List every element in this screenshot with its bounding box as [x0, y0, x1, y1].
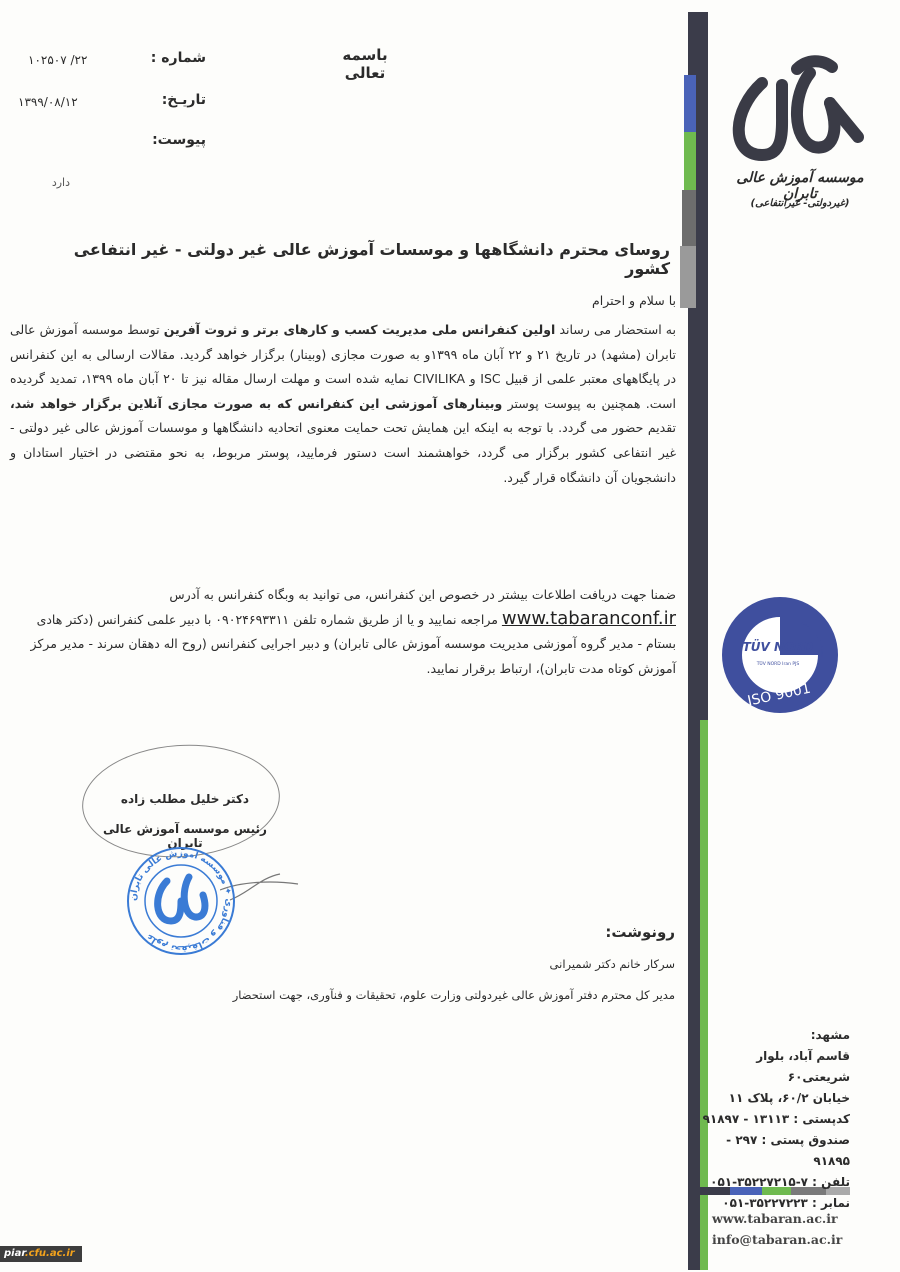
decorative-bar-green: [684, 132, 696, 190]
body-text: مراجعه نمایید و یا از طریق شماره تلفن ۰۹۰۲۴۶۹۳۳۱۱ با دبیر علمی کنفرانس (دکتر هادی بستام - مدیر گروه آموزشی مدیریت موسسه آموزش عالی تابران) و دبیر اجرایی کنفرانس (روح اله دهقان سرند - مدیر مرکز آموزش کوتاه مدت تابران)، ارتباط برقرار نمایید.: [30, 612, 676, 676]
institute-name: موسسه آموزش عالی تابران: [736, 170, 864, 202]
contact-postal-code: کدپستی : ۱۳۱۱۳ - ۹۱۸۹۷: [702, 1112, 850, 1126]
body-text: به استحضار می رساند: [555, 322, 676, 337]
contact-phone: تلفن : ۷-۳۵۲۲۷۲۱۵-۰۵۱: [710, 1175, 850, 1189]
conference-website-link[interactable]: www.tabaranconf.ir: [501, 608, 676, 630]
contact-city: مشهد:: [810, 1028, 850, 1042]
letter-date: ۱۳۹۹/۰۸/۱۲: [18, 95, 78, 109]
svg-text:علوم تحقیقات و فناوری ✦ موسسه: علوم تحقیقات و فناوری ✦ موسسه آموزش عالی تابران: [128, 848, 234, 954]
cc-recipient-title: مدیر کل محترم دفتر آموزش عالی غیردولتی وزارت علوم، تحقیقات و فنآوری، جهت استحضار: [232, 988, 675, 1002]
cc-heading: رونوشت:: [605, 923, 675, 941]
date-label: تاریـخ:: [161, 92, 206, 108]
bismillah-heading: باسمه تعالی: [342, 46, 388, 82]
addressee: روسای محترم دانشگاهها و موسسات آموزش عالی غیر دولتی - غیر انتفاعی کشور: [73, 240, 670, 278]
decorative-bar-gray: [682, 190, 696, 246]
footer-email-link[interactable]: info@tabaran.ac.ir: [712, 1232, 843, 1247]
contact-paragraph: [10, 583, 676, 681]
iso-standard: ISO 9001: [746, 680, 813, 710]
signatory-name: دکتر خلیل مطلب زاده: [120, 792, 250, 806]
tuv-sub: TÜV NORD Iran PJS: [756, 662, 800, 667]
number-label: شماره :: [150, 50, 206, 66]
webinar-highlight: وبینارهای آموزشی این کنفرانس که به صورت مجازی آنلاین برگزار خواهد شد،: [10, 395, 503, 411]
tuv-brand: TÜV NORD: [742, 640, 814, 654]
footer-website-link[interactable]: www.tabaran.ac.ir: [712, 1211, 838, 1226]
decorative-bar-blue: [684, 75, 696, 132]
conference-title: اولین کنفرانس ملی مدیریت کسب و کارهای برتر و ثروت آفرین: [163, 322, 556, 337]
source-watermark: [0, 1246, 82, 1262]
letter-body-paragraph: [10, 318, 676, 490]
iso-9001-certification-badge: [720, 595, 840, 715]
institute-type: (غیردولتی- غیرانتفاعی): [750, 198, 850, 209]
contact-alley: خیابان ۶۰/۲، پلاک ۱۱: [728, 1091, 850, 1105]
contact-street: قاسم آباد، بلوار شریعتی۶۰: [756, 1049, 850, 1084]
letter-number: ۲۲/ ۱۰۲۵۰۷: [28, 53, 88, 67]
decorative-bar-lightgray: [680, 246, 696, 308]
body-text: تقدیم حضور می گردد. با توجه به اینکه این همایش تحت حمایت معنوی اتحادیه دانشگاهها و موسسات آموزش عالی غیر دولتی - غیر انتفاعی کشور برگزار می گردد، خواهشمند است دستور فرمایید، پوستر مربوط، به نحو مقتضی در اختیار استادان و دانشجویان آن دانشگاه قرار گیرد.: [10, 420, 676, 485]
official-stamp: [125, 845, 237, 957]
contact-po-box: صندوق پستی : ۲۹۷ - ۹۱۸۹۵: [726, 1133, 850, 1168]
address-block: [700, 1025, 850, 1214]
institute-logo: [722, 55, 867, 170]
contact-fax: نمابر : ۳۵۲۲۷۲۲۳-۰۵۱: [722, 1196, 850, 1210]
attachment-label: پیوست:: [152, 132, 206, 148]
body-text: ضمنا جهت دریافت اطلاعات بیشتر در خصوص این کنفرانس، می توانید به وبگاه کنفرانس به آدرس: [169, 587, 676, 602]
greeting: با سلام و احترام: [592, 293, 676, 308]
footer-web: [712, 1208, 862, 1250]
signatory-title: رئیس موسسه آموزش عالی تابران: [103, 822, 267, 850]
cc-recipient: سرکار خانم دکتر شمیرانی: [549, 957, 675, 971]
body-text: توسط موسسه آموزش عالی تابران (مشهد) در تاریخ ۲۱ و ۲۲ آبان ماه ۱۳۹۹و به صورت مجازی (وبینار) برگزار خواهد گردید. مقالات ارسالی به این کنفرانس در پایگاههای معتبر علمی از قبیل ISC و CIVILIKA نمایه شده است و مهلت ارسال مقاله نیز تا ۲۰ آبان ماه ۱۳۹۹، تمدید گردیده است. همچنین به پیوست پوستر: [10, 322, 677, 411]
watermark-prefix: piar: [4, 1248, 25, 1259]
attachment-value: دارد: [51, 176, 70, 189]
watermark-suffix: .cfu.ac.ir: [24, 1248, 75, 1259]
